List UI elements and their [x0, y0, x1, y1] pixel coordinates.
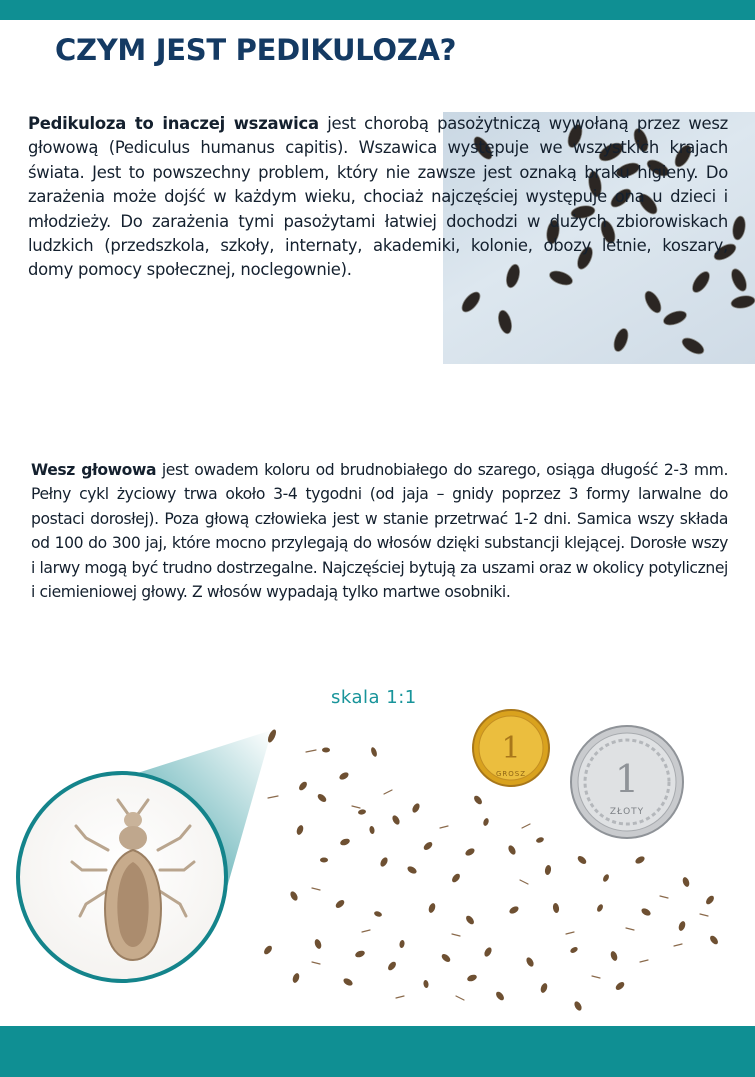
louse-description-lead: Wesz głowowa [31, 461, 157, 479]
scale-label: skala 1:1 [331, 687, 417, 708]
one-grosz-coin [473, 710, 549, 786]
one-zloty-coin [571, 726, 683, 838]
louse-description-paragraph [31, 458, 728, 604]
page-title: CZYM JEST PEDIKULOZA? [55, 33, 457, 67]
top-accent-bar [0, 0, 755, 20]
intro-lead: Pedikuloza to inaczej wszawica [28, 114, 319, 133]
grosz-word: GROSZ [495, 770, 527, 778]
bottom-accent-bar [0, 1026, 755, 1077]
life-size-lice-scale [0, 700, 755, 1030]
intro-text: jest chorobą pasożytniczą wywołaną przez wesz głowową (Pediculus humanus capitis). Wszawica występuje we wszystkich krajach świata. Jest to powszechny problem, który nie zawsze jest oznaką braku higieny. Do zarażenia może dojść w każdym wieku, chociaż najczęściej występuje ona u dzieci i młodzieży. Do zarażenia tymi pasożytami łatwiej dochodzi w dużych zbiorowiskach ludzkich (przedszkola, szkoły, internaty, akademiki, kolonie, obozy letnie, koszary, domy pomocy społecznej, noclegownie). [28, 114, 729, 280]
grosz-digit: 1 [501, 731, 521, 766]
zloty-digit: 1 [614, 757, 640, 801]
louse-description-text: jest owadem koloru od brudnobiałego do szarego, osiąga długość 2-3 mm. Pełny cykl życiowy trwa około 3-4 tygodni (od jaja – gnidy poprzez 3 formy larwalne do postaci dorosłej). Poza głową człowieka jest w stanie przetrwać 1-2 dni. Samica wszy składa od 100 do 300 jaj, które mocno przylegają do włosów dzięki substancji klejącej. Dorosłe wszy i larwy mogą być trudno dostrzegalne. Najczęściej bytują za uszami oraz w okolicy potylicznej i ciemieniowej głowy. Z włosów wypadają tylko martwe osobniki. [31, 461, 729, 602]
zloty-word: ZŁOTY [609, 807, 645, 817]
intro-paragraph [28, 112, 728, 375]
